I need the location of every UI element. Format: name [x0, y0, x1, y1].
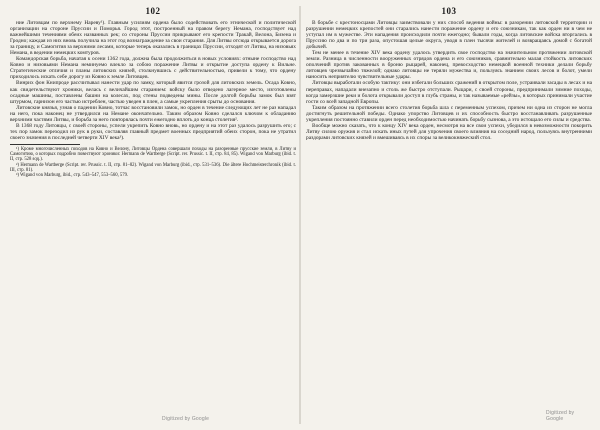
digitized-watermark: Digitized by Google	[546, 410, 575, 422]
footnotes	[10, 147, 296, 178]
paragraph: ние Литовцам по верхнему Нареву¹). Главным усилиям ордена было содействовать его этнической и политической организации на стороне Пруссии и Поморья. Город этот, построенный на правом берегу Немана, господствует над важнейшими течениями обеих названных рек; со стороны Пруссии прикрывают его крепости Тракай, Велона, Бизена и Гродно; каждая из них вновь получила на этот год вознаграждение за свои старания. Для Литвы отсюда открывается дорога за границу, и Самогития за верхними лесами, которые теперь оказались в границах Пруссии, отходят от Литвы, на низовьях Немана, в ведении немецких комтуров.	[10, 20, 296, 57]
left-page	[10, 6, 296, 424]
paragraph: В 1368 году Литовцы, с своей стороны, успели укрепить Ковно вновь, но ордену и на этот раз удалось разрушить его; с тех пор замок переходил из рук в руки, составляя главный предмет военных предприятий обеих сторон, пока не утратил своего значения в последней четверти XIV века³).	[10, 122, 296, 141]
paragraph: Литовские князья, узнав о падении Ковно, тотчас восстановили замок, но орден в течение следующих лет не раз нападал на него, пока наконец не утвердился на Немане окончательно. Таким образом Ковно сделался ключом к обладанию верхними частями Литвы, и борьба за него повторялась почти ежегодно вплоть до конца столетия².	[10, 104, 296, 123]
footnote: ¹) Кроме многочисленных походов на Ковно и Велону, Литовцы Ордена совершали походы на разоренные прусские земли, в Литву и Самогитию, о которых подробно повествуют хроники: Hermann de Wartberge (Script. rer. Prussic. t. II, стр. 84, 85). Wigand von Marburg (ibid. t. II, стр. 528 sqq.).	[10, 146, 296, 163]
book-gutter	[299, 6, 301, 424]
paragraph: Тем не менее в течение XIV века ордену удалось утвердить свое господство на значительном протяжении литовской земли. Разница в численности вооруженных отрядов ордена и его союзников, сравнительно малая стойкость литовских ополчений против закованных в броню рыцарей, наконец, превосходство немецкой военной техники делали борьбу литовцев чрезвычайно тяжелой; однако литовцы не теряли мужества и, пользуясь знанием своих лесов и болот, умели наносить неприятелю чувствительные удары.	[306, 50, 592, 81]
paragraph: Винрих фон Книпроде рассчитывал нанести удар по замку, который явится грозой для литовских земель. Осада Ковно, как свидетельствуют хроники, велась с величайшим старанием: войску было отведено лагерное место, изготовлены осадные машины, поставлены башни на колесах, под стены подведены мины. После долгой борьбы замок был взят штурмом, гарнизон его частью истреблен, частью уведен в плен, а самые укрепления срыты до основания.	[10, 80, 296, 105]
main-text	[306, 20, 592, 141]
footnote: ³) Wigand von Marburg, ibid., стр. 543–547, 553–560, 579.	[16, 172, 129, 178]
page-number: 103	[441, 6, 457, 16]
paragraph: Таким образом на протяжении всего столетия борьба шла с переменным успехом, причем ни одна из сторон не могла достигнуть решительной победы. Однако упорство Литовцев и их способность быстро восстанавливать разрушенные укрепления постоянно ставили орден перед необходимостью начинать борьбу сызнова, а это истощало его силы и средства.	[306, 104, 592, 123]
paragraph: Литовцы выработали особую тактику: они избегали больших сражений в открытом поле, устраивали засады в лесах и на переправах, нападали внезапно и столь же быстро отступали. Рыцари, с своей стороны, предпринимали зимние походы, когда замерзшие реки и болота открывали доступ в глубь страны, и так называемые «рейзы», в которых принимали участие гости со всей западной Европы.	[306, 80, 592, 105]
paragraph: Вообще можно сказать, что к концу XIV века орден, несмотря на все свои успехи, убедился в невозможности покорить Литву силою оружия и стал искать иных путей для упрочения своего влияния на соседний народ, пользуясь внутренними раздорами литовских князей и вмешиваясь в их споры за великокняжеский стол.	[306, 122, 592, 141]
page-number: 102	[145, 6, 161, 16]
digitized-watermark: Digitized by Google	[162, 416, 210, 422]
paragraph: Командорская борьба, начатая к осени 1362 года, должна была продолжиться в новых условиях: отныне господство над Ковно и низовьями Немана неминуемо влекло за собою поражение Литвы и открытие доступа ордену к Вильне. Стратегические отличия и планы литовских князей, столкнувшись с действительностью, привели к тому, что ордену приходилось искать себе дорогу из Ковно к земле Литовцев.	[10, 56, 296, 81]
footnote: ²) Hermann de Wartberge (Script. rer. Prussic. t. II, стр. 81–82). Wigand von Marburg (ibid., стр. 531–536). Die ältere Hochmeisterchronik (ibid. t. III, стр. 81).	[10, 162, 296, 173]
main-text	[10, 20, 296, 178]
right-page	[306, 6, 592, 424]
footnote-divider	[10, 144, 80, 145]
paragraph: В борьбе с крестоносцами Литовцы заимствовали у них способ ведения войны: в разорении литовской территории и разрушении немецких крепостей они старались нанести поражение ордену и его союзникам, так как орден ни в чем не уступал им в мужестве. Эти нападения происходили почти ежегодно; бывали годы, когда литовские войска вторгались в Пруссию по два и по три раза, опустошая целые округа, уводя в плен тысячи жителей и возвращаясь домой с богатой добычей.	[306, 20, 592, 51]
